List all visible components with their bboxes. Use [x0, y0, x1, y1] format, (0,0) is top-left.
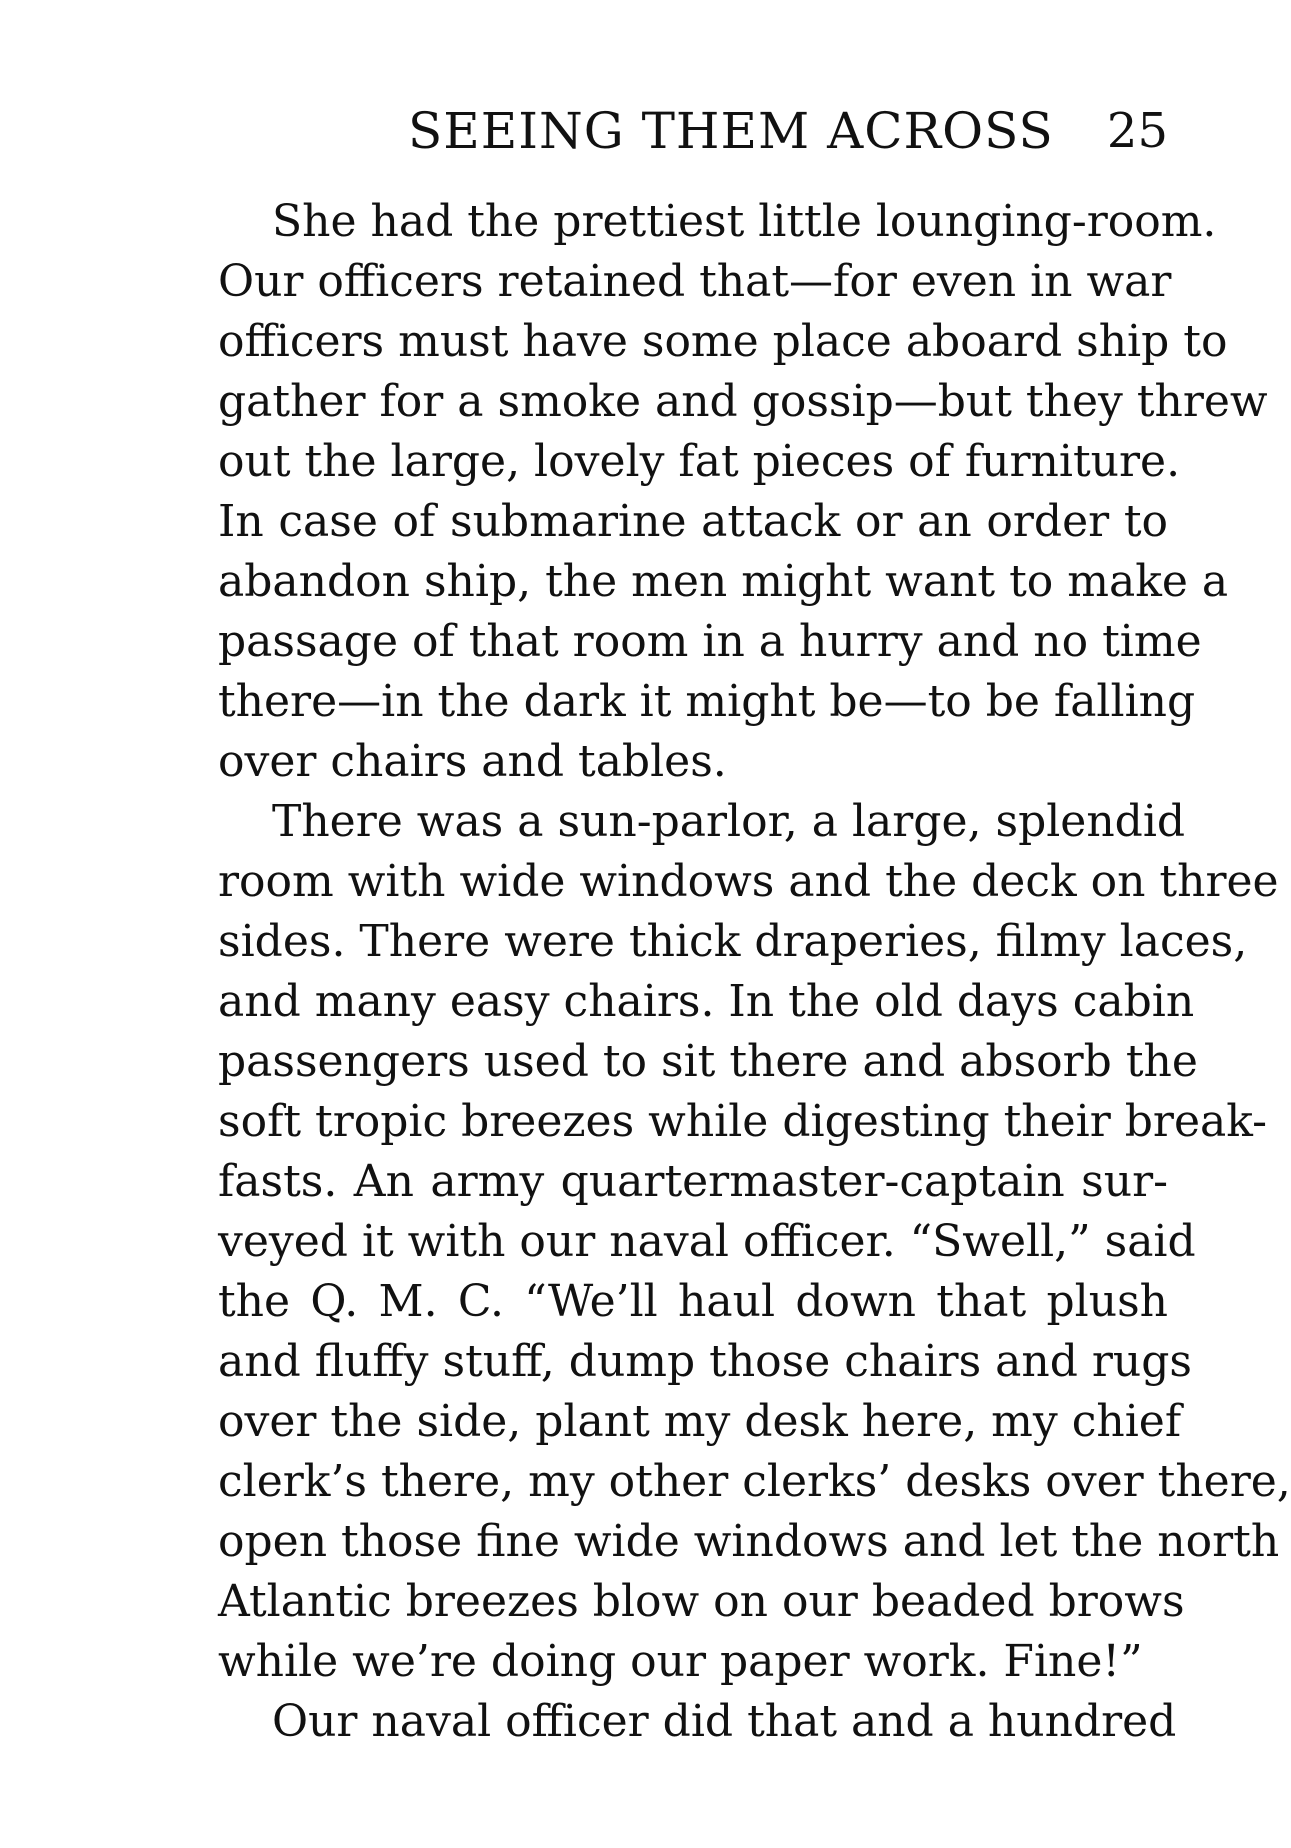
paragraph-3 [218, 1692, 1177, 1752]
page-number: 25 [1106, 103, 1168, 159]
text-line: gather for a smoke and gossip—but they threw [218, 376, 1268, 427]
text-line: officers must have some place aboard ship to [218, 316, 1228, 367]
running-head [218, 100, 1168, 162]
text-line: Atlantic breezes blow on our beaded brows [218, 1576, 1185, 1627]
text-line: the Q. M. C. “We’ll haul down that plush [218, 1276, 1168, 1327]
text-line: and many easy chairs. In the old days cabin [218, 976, 1195, 1027]
text-line: In case of submarine attack or an order to [218, 496, 1168, 547]
text-line: room with wide windows and the deck on three [218, 856, 1279, 907]
text-line: open those fine wide windows and let the north [218, 1516, 1280, 1567]
text-line: over chairs and tables. [218, 736, 727, 787]
text-line: out the large, lovely fat pieces of furniture. [218, 436, 1181, 487]
text-line: and fluffy stuff, dump those chairs and rugs [218, 1336, 1192, 1387]
running-head-title: SEEING THEM ACROSS [408, 102, 1054, 160]
text-line: while we’re doing our paper work. Fine!” [218, 1636, 1143, 1687]
text-line: soft tropic breezes while digesting their break- [218, 1096, 1267, 1147]
text-line: She had the prettiest little lounging-room. [272, 196, 1217, 247]
text-line: fasts. An army quartermaster-captain sur- [218, 1156, 1168, 1207]
text-line: passengers used to sit there and absorb the [218, 1036, 1198, 1087]
text-line: Our officers retained that—for even in war [218, 256, 1172, 307]
text-line: clerk’s there, my other clerks’ desks over there, [218, 1456, 1291, 1507]
body-text [218, 192, 1291, 1752]
paragraph-1 [218, 192, 1268, 792]
text-line: Our naval officer did that and a hundred [272, 1696, 1177, 1747]
paragraph-2 [218, 792, 1291, 1692]
text-line: passage of that room in a hurry and no time [218, 616, 1202, 667]
text-line: veyed it with our naval officer. “Swell,” said [218, 1216, 1196, 1267]
text-line: abandon ship, the men might want to make a [218, 556, 1229, 607]
text-line: over the side, plant my desk here, my chief [218, 1396, 1182, 1447]
text-line: sides. There were thick draperies, filmy laces, [218, 916, 1248, 967]
text-line: there—in the dark it might be—to be falling [218, 676, 1196, 727]
text-line: There was a sun-parlor, a large, splendid [272, 796, 1186, 847]
